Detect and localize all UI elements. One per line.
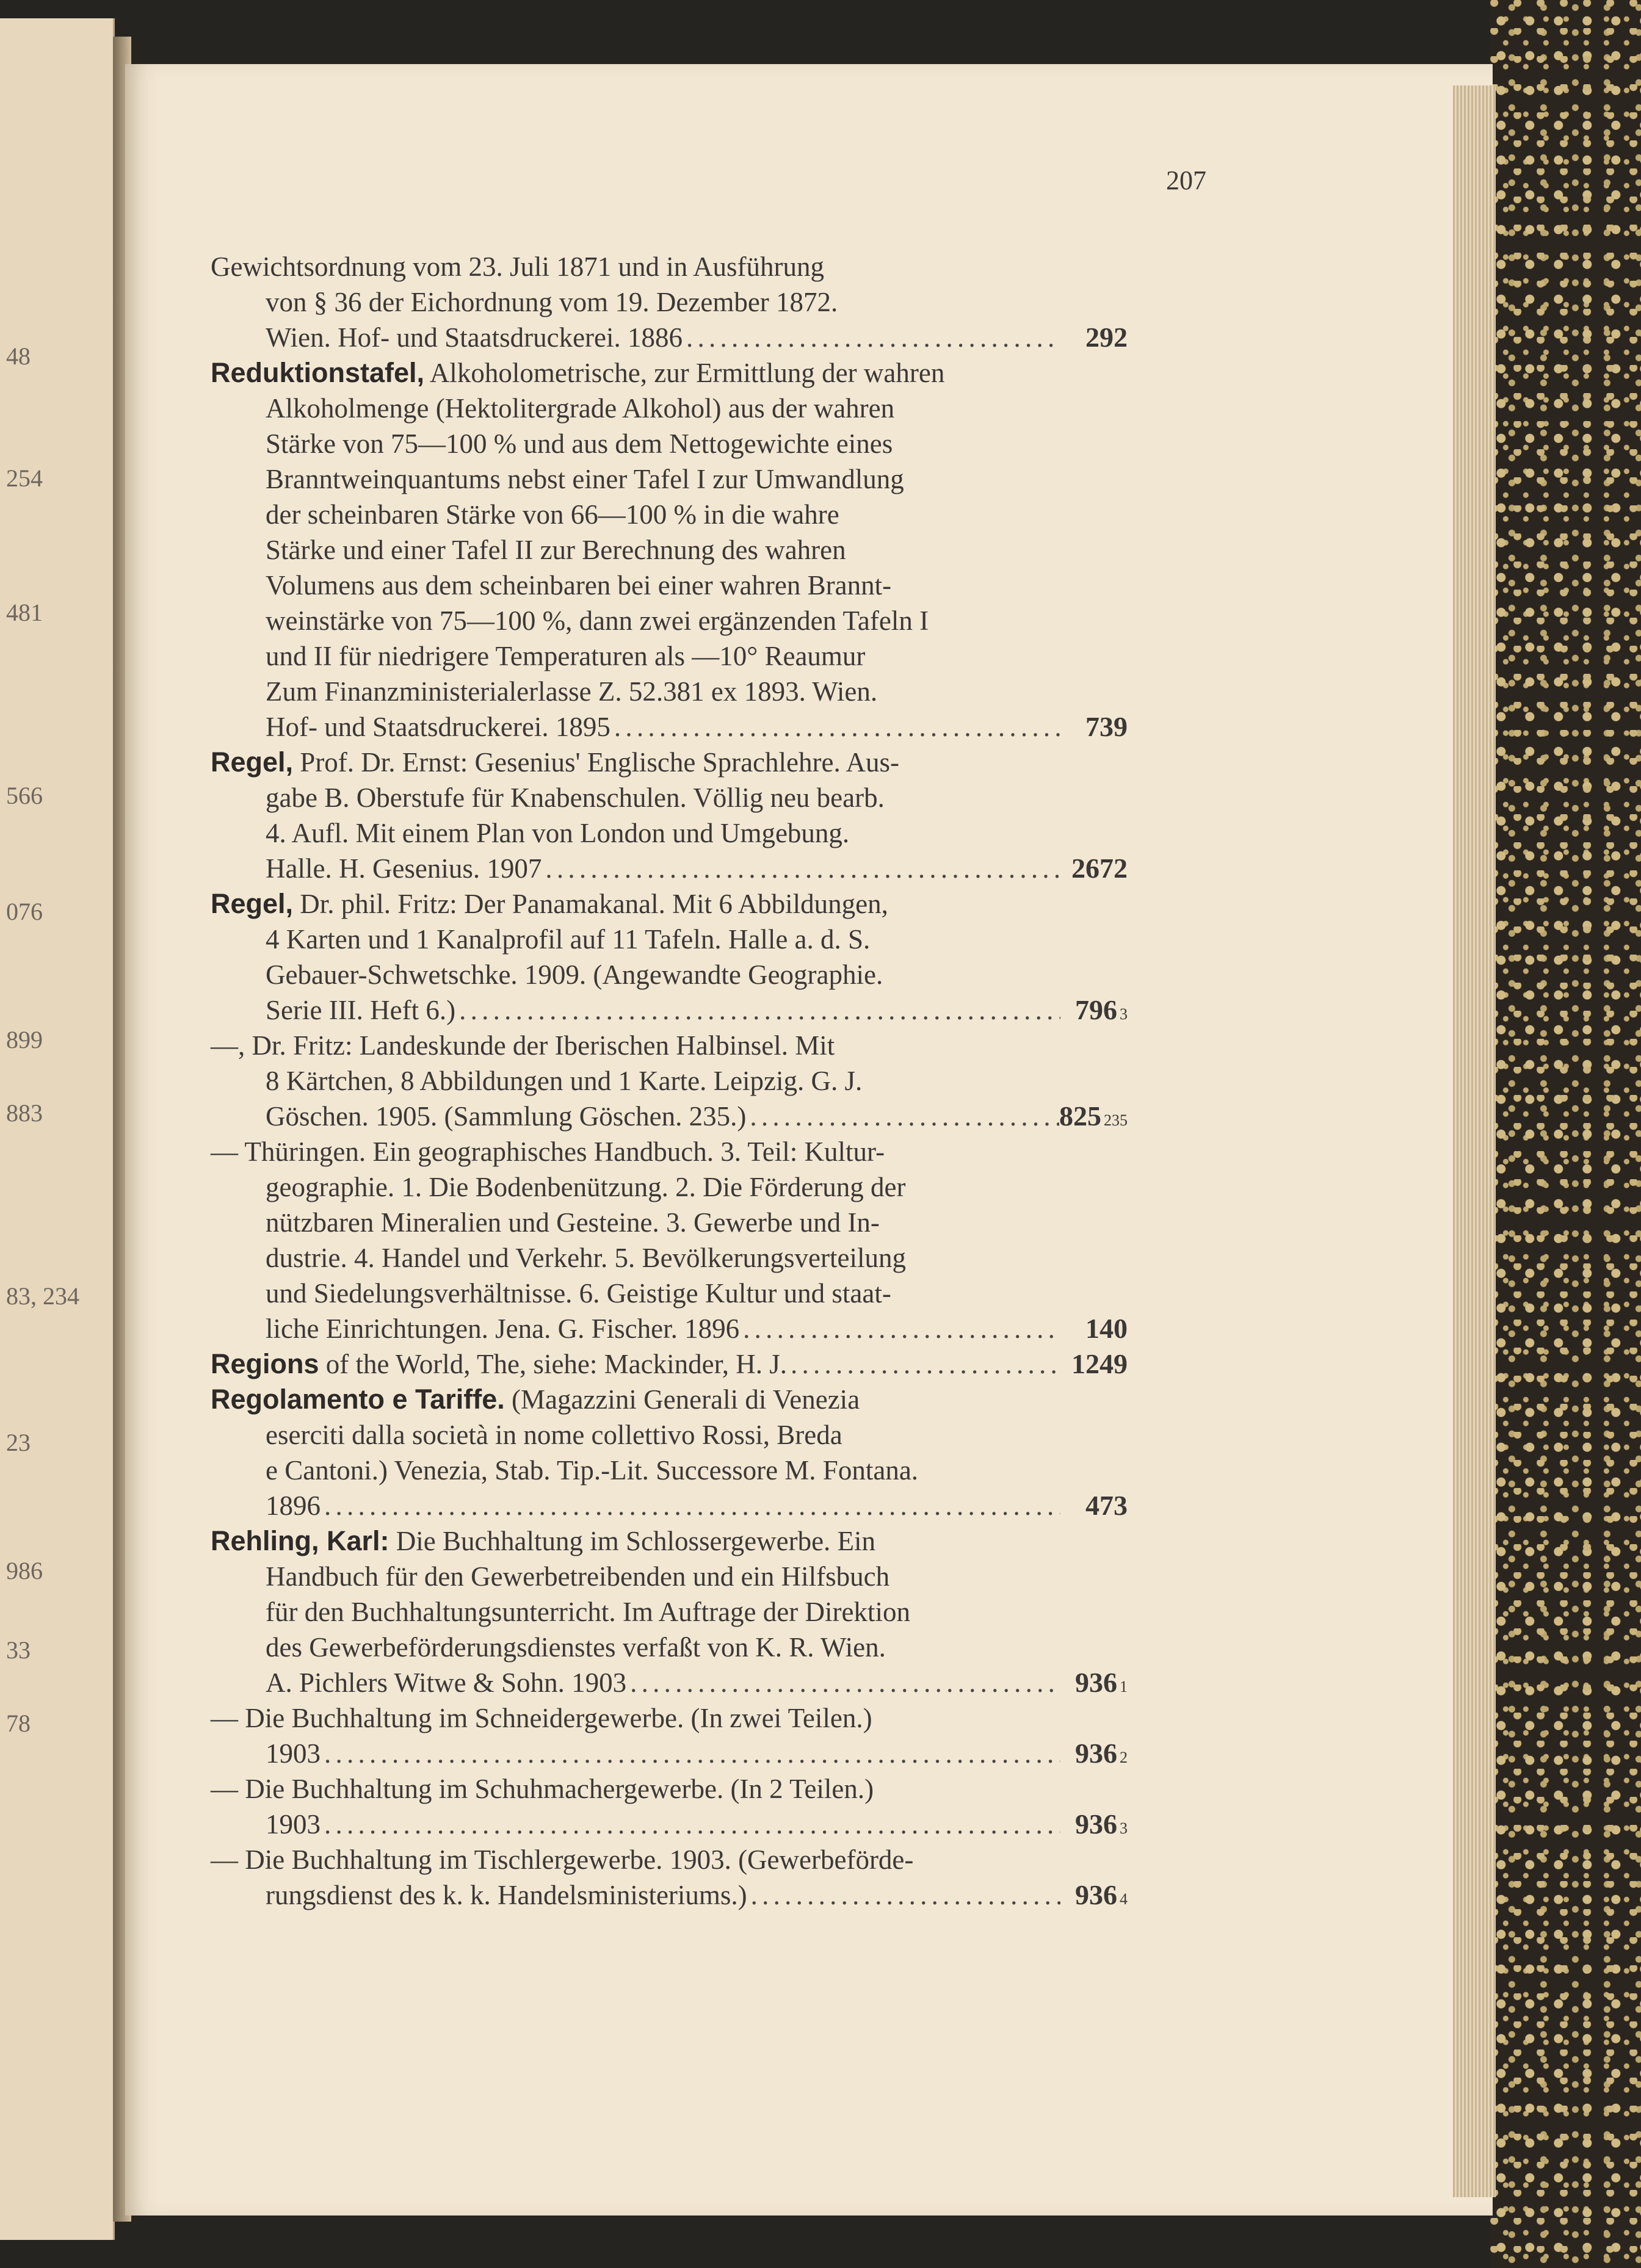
left-page-fragment: 48	[6, 342, 31, 370]
leader-dots	[739, 1311, 1060, 1346]
entry-text: Die Buchhaltung im Tischlergewerbe. 1903. (Gewerbeförde-	[238, 1844, 914, 1875]
entry-reference	[1060, 1488, 1128, 1523]
entry-line	[211, 745, 1128, 780]
left-page-fragment: 481	[6, 599, 43, 626]
entry-line	[211, 1559, 1128, 1594]
reference-subnumber: 4	[1120, 1890, 1128, 1908]
entry-text: eserciti dalla società in nome collettivo Rossi, Breda	[266, 1420, 842, 1450]
entry-line	[211, 1453, 1128, 1488]
entry-line	[211, 320, 1128, 355]
index-entry	[211, 745, 1128, 886]
index-entry	[211, 1382, 1128, 1523]
entry-headword: —	[211, 1774, 238, 1804]
entry-headword: —,	[211, 1030, 245, 1061]
leader-dots	[321, 1736, 1060, 1771]
reference-number: 936	[1075, 1738, 1117, 1769]
entry-text: rungsdienst des k. k. Handelsministeriums.)	[266, 1880, 747, 1910]
entry-text: Die Buchhaltung im Schneidergewerbe. (In zwei Teilen.)	[238, 1703, 872, 1733]
entry-text: des Gewerbeförderungsdienstes verfaßt von K. R. Wien.	[266, 1632, 886, 1663]
reference-number: 796	[1075, 994, 1117, 1025]
entry-line	[211, 355, 1128, 391]
leader-dots	[455, 992, 1060, 1028]
entry-line	[211, 1488, 1128, 1523]
reference-subnumber: 2	[1120, 1749, 1128, 1766]
entry-line	[211, 1276, 1128, 1311]
entry-text: Prof. Dr. Ernst: Gesenius' Englische Sprachlehre. Aus-	[293, 747, 899, 778]
entry-reference	[1059, 1099, 1128, 1138]
entry-text: dustrie. 4. Handel und Verkehr. 5. Bevölkerungsverteilung	[266, 1243, 906, 1273]
left-page-fragment: 076	[6, 898, 43, 925]
entry-text: 4. Aufl. Mit einem Plan von London und Umgebung.	[266, 818, 850, 848]
index-text-column	[211, 249, 1128, 1913]
entry-text: Gebauer-Schwetschke. 1909. (Angewandte Geographie.	[266, 959, 883, 990]
entry-reference	[1060, 1311, 1128, 1346]
left-page-fragment: 78	[6, 1710, 31, 1737]
entry-text: of the World, The, siehe: Mackinder, H. J.	[319, 1349, 788, 1379]
page-edge-stack	[1453, 85, 1496, 2197]
entry-line	[211, 426, 1128, 461]
entry-line	[211, 497, 1128, 532]
entry-text: von § 36 der Eichordnung vom 19. Dezember 1872.	[266, 287, 838, 317]
reference-number: 936	[1075, 1879, 1117, 1910]
entry-reference	[1060, 1665, 1128, 1705]
book-cover-marbled	[1490, 0, 1641, 2268]
entry-text: Göschen. 1905. (Sammlung Göschen. 235.)	[266, 1101, 747, 1132]
entry-text: geographie. 1. Die Bodenbenützung. 2. Die Förderung der	[266, 1172, 906, 1202]
entry-text: 1896	[266, 1490, 321, 1521]
entry-line	[211, 1807, 1128, 1842]
reference-number: 739	[1085, 711, 1128, 742]
entry-headword: Regolamento e Tariffe.	[211, 1384, 505, 1415]
entry-line	[211, 568, 1128, 603]
entry-text: Die Buchhaltung im Schuhmachergewerbe. (In 2 Teilen.)	[238, 1774, 874, 1804]
reference-number: 473	[1085, 1490, 1128, 1521]
entry-text: und Siedelungsverhältnisse. 6. Geistige Kultur und staat-	[266, 1278, 891, 1309]
entry-reference	[1060, 1877, 1128, 1917]
entry-line	[211, 1169, 1128, 1205]
entry-line	[211, 1417, 1128, 1453]
reference-subnumber: 235	[1104, 1111, 1128, 1129]
entry-text: liche Einrichtungen. Jena. G. Fischer. 1896	[266, 1313, 740, 1344]
entry-text: Gewichtsordnung vom 23. Juli 1871 und in Ausführung	[211, 251, 824, 282]
index-entry	[211, 355, 1128, 745]
entry-line	[211, 709, 1128, 745]
entry-reference	[1060, 992, 1128, 1032]
entry-line	[211, 1063, 1128, 1099]
reference-number: 936	[1075, 1808, 1117, 1840]
entry-headword: —	[211, 1136, 238, 1167]
left-page-fragment: 33	[6, 1636, 31, 1664]
entry-line	[211, 1771, 1128, 1807]
entry-text: 8 Kärtchen, 8 Abbildungen und 1 Karte. Leipzig. G. J.	[266, 1066, 863, 1096]
leader-dots	[626, 1665, 1060, 1700]
entry-line	[211, 1028, 1128, 1063]
entry-text: 1903	[266, 1809, 321, 1840]
leader-dots	[787, 1346, 1060, 1382]
entry-text: weinstärke von 75—100 %, dann zwei ergänzenden Tafeln I	[266, 605, 929, 636]
entry-line	[211, 1099, 1128, 1134]
entry-line	[211, 1205, 1128, 1240]
left-page-fragment: 566	[6, 782, 43, 809]
entry-text: (Magazzini Generali di Venezia	[504, 1384, 860, 1415]
entry-text: der scheinbaren Stärke von 66—100 % in die wahre	[266, 499, 839, 530]
entry-text: nützbaren Mineralien und Gesteine. 3. Gewerbe und In-	[266, 1207, 880, 1238]
reference-subnumber: 3	[1120, 1005, 1128, 1023]
entry-reference	[1060, 1346, 1128, 1382]
entry-text: A. Pichlers Witwe & Sohn. 1903	[266, 1667, 627, 1698]
entry-line	[211, 1240, 1128, 1276]
entry-headword: Reduktionstafel,	[211, 357, 425, 388]
leader-dots	[321, 1488, 1060, 1523]
left-page-fragment: 254	[6, 464, 43, 492]
entry-text: Dr. Fritz: Landeskunde der Iberischen Halbinsel. Mit	[245, 1030, 835, 1061]
index-entry	[211, 1771, 1128, 1842]
entry-line	[211, 815, 1128, 851]
entry-line	[211, 638, 1128, 674]
entry-text: Alkoholmenge (Hektolitergrade Alkohol) aus der wahren	[266, 393, 895, 424]
entry-line	[211, 1311, 1128, 1346]
reference-number: 2672	[1071, 853, 1128, 884]
entry-reference	[1060, 1736, 1128, 1775]
entry-line	[211, 1842, 1128, 1877]
left-page-fragment: 23	[6, 1429, 31, 1456]
entry-line	[211, 1700, 1128, 1736]
entry-text: Hof- und Staatsdruckerei. 1895	[266, 712, 610, 742]
entry-reference	[1060, 709, 1128, 745]
left-page-fragment: 83, 234	[6, 1282, 79, 1310]
entry-text: Die Buchhaltung im Schlossergewerbe. Ein	[389, 1526, 876, 1556]
entry-text: Stärke und einer Tafel II zur Berechnung des wahren	[266, 535, 846, 565]
index-entry	[211, 1700, 1128, 1771]
entry-headword: Regel,	[211, 888, 294, 919]
reference-number: 1249	[1071, 1348, 1128, 1379]
entry-text: 1903	[266, 1738, 321, 1769]
reference-subnumber: 1	[1120, 1678, 1128, 1696]
entry-text: e Cantoni.) Venezia, Stab. Tip.-Lit. Successore M. Fontana.	[266, 1455, 919, 1486]
reference-number: 825	[1059, 1100, 1101, 1132]
entry-text: Stärke von 75—100 % und aus dem Nettogewichte eines	[266, 428, 893, 459]
entry-line	[211, 1877, 1128, 1913]
entry-line	[211, 992, 1128, 1028]
entry-reference	[1060, 851, 1128, 886]
entry-line	[211, 851, 1128, 886]
entry-line	[211, 461, 1128, 497]
left-page-fragment: 986	[6, 1557, 43, 1584]
entry-text: und II für niedrigere Temperaturen als —10° Reaumur	[266, 641, 866, 671]
reference-number: 936	[1075, 1667, 1117, 1698]
entry-line	[211, 1134, 1128, 1169]
entry-text: 4 Karten und 1 Kanalprofil auf 11 Tafeln. Halle a. d. S.	[266, 924, 871, 955]
entry-reference	[1060, 1807, 1128, 1846]
index-entry	[211, 1842, 1128, 1913]
reference-number: 292	[1085, 322, 1128, 353]
entry-text: Zum Finanzministerialerlasse Z. 52.381 ex 1893. Wien.	[266, 676, 878, 707]
entry-text: Serie III. Heft 6.)	[266, 995, 456, 1025]
entry-headword: —	[211, 1844, 238, 1875]
entry-text: Branntweinquantums nebst einer Tafel I zur Umwandlung	[266, 464, 904, 494]
entry-line	[211, 284, 1128, 320]
entry-text: Halle. H. Gesenius. 1907	[266, 853, 542, 884]
entry-line	[211, 249, 1128, 284]
index-entry	[211, 249, 1128, 355]
entry-line	[211, 922, 1128, 957]
index-entry	[211, 1346, 1128, 1382]
index-entry	[211, 1134, 1128, 1346]
leader-dots	[542, 851, 1060, 886]
entry-line	[211, 1382, 1128, 1417]
entry-text: Thüringen. Ein geographisches Handbuch. 3. Teil: Kultur-	[238, 1136, 885, 1167]
entry-text: Dr. phil. Fritz: Der Panamakanal. Mit 6 Abbildungen,	[293, 889, 888, 919]
entry-line	[211, 1346, 1128, 1382]
leader-dots	[746, 1099, 1059, 1134]
entry-line	[211, 1523, 1128, 1559]
entry-line	[211, 391, 1128, 426]
entry-line	[211, 1665, 1128, 1700]
entry-reference	[1060, 320, 1128, 355]
index-entry	[211, 1523, 1128, 1700]
entry-line	[211, 1736, 1128, 1771]
entry-line	[211, 532, 1128, 568]
entry-line	[211, 674, 1128, 709]
entry-text: Volumens aus dem scheinbaren bei einer wahren Brannt-	[266, 570, 892, 601]
entry-line	[211, 886, 1128, 922]
entry-text: Alkoholometrische, zur Ermittlung der wahren	[424, 358, 945, 388]
entry-text: Handbuch für den Gewerbetreibenden und ein Hilfsbuch	[266, 1561, 890, 1592]
entry-headword: Regions	[211, 1348, 319, 1379]
left-page-edge	[0, 18, 115, 2240]
entry-line	[211, 780, 1128, 815]
entry-text: Wien. Hof- und Staatsdruckerei. 1886	[266, 322, 683, 353]
entry-line	[211, 1630, 1128, 1665]
page-number: 207	[1166, 165, 1206, 195]
entry-text: für den Buchhaltungsunterricht. Im Auftrage der Direktion	[266, 1597, 910, 1627]
reference-number: 140	[1085, 1313, 1128, 1344]
entry-text: gabe B. Oberstufe für Knabenschulen. Völlig neu bearb.	[266, 782, 885, 813]
left-page-fragment: 883	[6, 1099, 43, 1127]
entry-headword: Regel,	[211, 746, 294, 778]
leader-dots	[747, 1877, 1060, 1913]
left-page-fragment: 899	[6, 1026, 43, 1053]
leader-dots	[610, 709, 1060, 745]
entry-line	[211, 1594, 1128, 1630]
leader-dots	[683, 320, 1060, 355]
entry-headword: Rehling, Karl:	[211, 1525, 389, 1556]
reference-subnumber: 3	[1120, 1819, 1128, 1837]
entry-line	[211, 603, 1128, 638]
entry-line	[211, 957, 1128, 992]
leader-dots	[321, 1807, 1060, 1842]
index-entry	[211, 886, 1128, 1028]
entry-headword: —	[211, 1703, 238, 1733]
index-entry	[211, 1028, 1128, 1134]
